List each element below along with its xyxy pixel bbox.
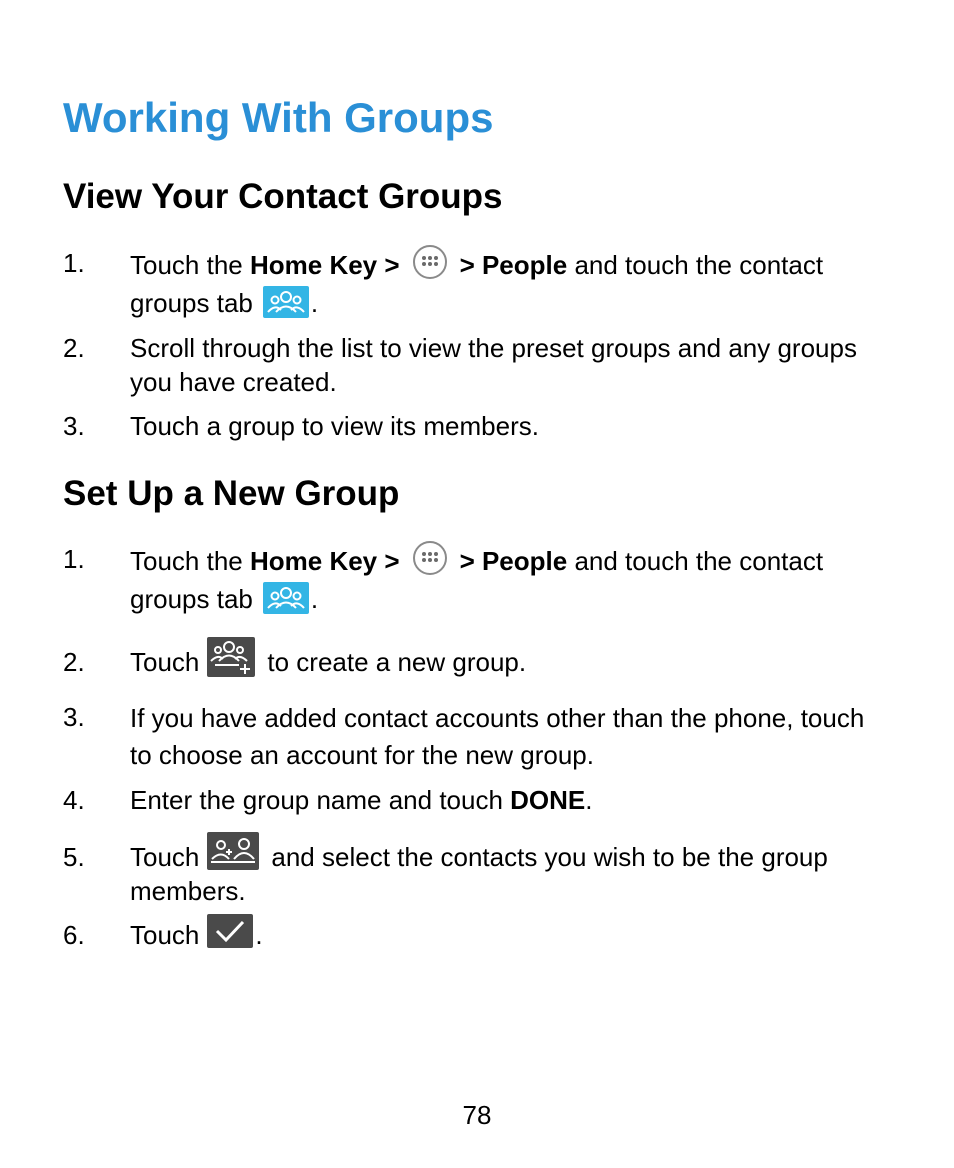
step-text-part: . xyxy=(310,584,319,614)
people-label: > People xyxy=(459,546,568,576)
step-text xyxy=(130,542,883,618)
step-text xyxy=(130,840,883,908)
view-step-1 xyxy=(63,246,883,322)
step-text: Scroll through the list to view the preset groups and any groups you have created. xyxy=(130,333,857,397)
new-step-6 xyxy=(63,918,883,952)
step-text-part: to create a new group. xyxy=(267,647,527,677)
section-title-new-group: Set Up a New Group xyxy=(63,474,400,513)
step-number: 4. xyxy=(63,785,85,815)
step-number: 1. xyxy=(63,544,85,574)
step-text-part: . xyxy=(255,920,263,950)
checkmark-icon xyxy=(207,914,253,948)
step-number: 3. xyxy=(63,702,85,732)
page-number: 78 xyxy=(462,1100,492,1130)
step-text-part: . xyxy=(585,785,593,815)
step-text-part: Touch xyxy=(130,920,200,950)
contact-groups-tab-icon xyxy=(263,582,309,614)
new-step-1 xyxy=(63,542,883,618)
step-text-part: . xyxy=(310,288,319,318)
step-text-part: Touch xyxy=(130,842,200,872)
step-text: Touch a group to view its members. xyxy=(130,411,539,441)
step-text-part: Touch the xyxy=(130,250,250,280)
step-number: 5. xyxy=(63,842,85,872)
step-text-part: and select the contacts you wish to be the group members. xyxy=(130,842,828,906)
new-step-3 xyxy=(63,700,883,774)
view-step-3 xyxy=(63,409,883,443)
step-text xyxy=(130,645,883,679)
step-number: 2. xyxy=(63,333,85,363)
people-label: > People xyxy=(459,250,568,280)
step-text xyxy=(130,783,883,817)
done-label: DONE xyxy=(510,785,586,815)
add-members-icon xyxy=(207,832,259,870)
step-number: 1. xyxy=(63,248,85,278)
step-text: If you have added contact accounts other than the phone, touch to choose an account for the new group. xyxy=(130,703,865,770)
new-step-5 xyxy=(63,840,883,908)
step-text-part: Touch xyxy=(130,647,200,677)
step-number: 2. xyxy=(63,647,85,677)
page-title: Working With Groups xyxy=(63,94,494,141)
add-group-icon xyxy=(207,637,255,677)
step-text xyxy=(130,246,883,322)
step-text-part: and touch the contact groups tab xyxy=(130,250,824,318)
step-text-part: Enter the group name and touch xyxy=(130,785,511,815)
home-key-label: Home Key > xyxy=(249,546,400,576)
home-key-label: Home Key > xyxy=(249,250,400,280)
step-number: 3. xyxy=(63,411,85,441)
view-step-2 xyxy=(63,331,883,399)
contact-groups-tab-icon xyxy=(263,286,309,318)
step-number: 6. xyxy=(63,920,85,950)
step-text-part: and touch the contact groups tab xyxy=(130,546,824,614)
section-title-view-groups: View Your Contact Groups xyxy=(63,177,503,216)
apps-grid-icon xyxy=(410,538,450,578)
new-step-2 xyxy=(63,645,883,679)
new-step-4 xyxy=(63,783,883,817)
step-text xyxy=(130,918,883,952)
apps-grid-icon xyxy=(410,242,450,282)
step-text-part: Touch the xyxy=(130,546,250,576)
